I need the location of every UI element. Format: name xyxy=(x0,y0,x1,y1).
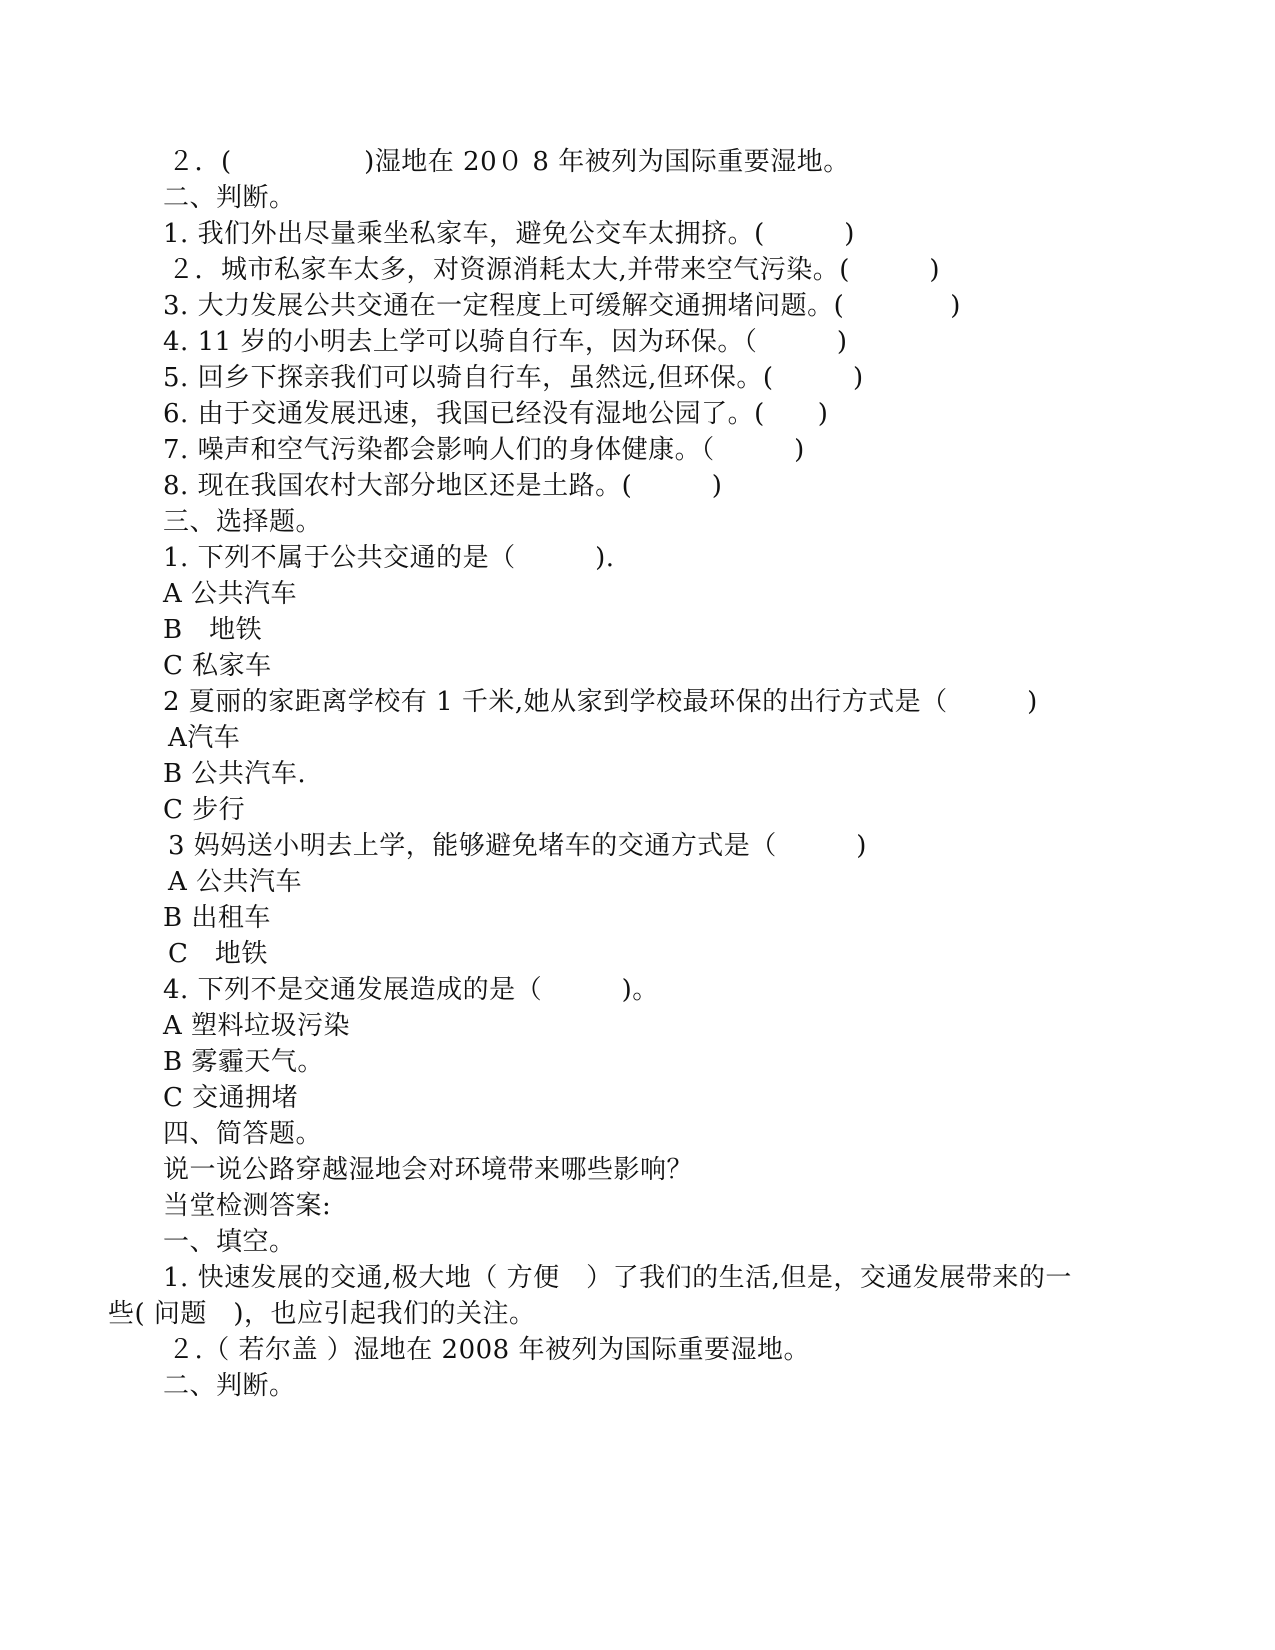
choice-option: B 雾霾天气。 xyxy=(163,1047,324,1077)
judge-item-5: 5. 回乡下探亲我们可以骑自行车，虽然远,但环保。( ) xyxy=(163,363,864,393)
choice-option: A 公共汽车 xyxy=(168,867,303,897)
choice-question-4: 4. 下列不是交通发展造成的是（ )。 xyxy=(163,975,659,1005)
answer-section-judge: 二、判断。 xyxy=(163,1371,296,1401)
judge-item-8: 8. 现在我国农村大部分地区还是土路。( ) xyxy=(163,471,723,501)
answer-fill-1-continued: 些( 问题 )，也应引起我们的关注。 xyxy=(108,1299,536,1329)
choice-option: B 公共汽车. xyxy=(163,759,307,789)
judge-item-6: 6. 由于交通发展迅速，我国已经没有湿地公园了。( ) xyxy=(163,399,829,429)
answer-fill-2: ２.（ 若尔盖 ）湿地在 2008 年被列为国际重要湿地。 xyxy=(168,1335,810,1365)
choice-option: A 塑料垃圾污染 xyxy=(163,1011,351,1041)
choice-option: C 步行 xyxy=(163,795,246,825)
judge-item-3: 3. 大力发展公共交通在一定程度上可缓解交通拥堵问题。( ) xyxy=(163,291,961,321)
answer-fill-1: 1. 快速发展的交通,极大地（ 方便 ）了我们的生活,但是，交通发展带来的一 xyxy=(163,1263,1072,1293)
judge-item-7: 7. 噪声和空气污染都会影响人们的身体健康。（ ) xyxy=(163,435,805,465)
choice-option: B 出租车 xyxy=(163,903,271,933)
choice-question-2: 2 夏丽的家距离学校有 1 千米,她从家到学校最环保的出行方式是（ ) xyxy=(163,687,1038,717)
choice-question-1: 1. 下列不属于公共交通的是（ ). xyxy=(163,543,615,573)
short-answer-question: 说一说公路穿越湿地会对环境带来哪些影响？ xyxy=(163,1155,694,1185)
choice-option: C 交通拥堵 xyxy=(163,1083,299,1113)
judge-item-4: 4. 11 岁的小明去上学可以骑自行车，因为环保。（ ) xyxy=(163,327,848,357)
choice-option: C 地铁 xyxy=(168,939,268,969)
judge-item-1: 1. 我们外出尽量乘坐私家车，避免公交车太拥挤。( ) xyxy=(163,219,855,249)
judge-item-2: ２．城市私家车太多，对资源消耗太大,并带来空气污染。( ) xyxy=(168,255,941,285)
choice-question-3: 3 妈妈送小明去上学，能够避免堵车的交通方式是（ ) xyxy=(168,831,867,861)
section-heading-short-answer: 四、简答题。 xyxy=(163,1119,323,1149)
choice-option: C 私家车 xyxy=(163,651,272,681)
section-heading-judge: 二、判断。 xyxy=(163,183,296,213)
section-heading-choice: 三、选择题。 xyxy=(163,507,323,537)
answer-key-heading: 当堂检测答案: xyxy=(163,1191,332,1221)
choice-option: A 公共汽车 xyxy=(163,579,298,609)
fill-blank-question-2: ２．( )湿地在 20０ 8 年被列为国际重要湿地。 xyxy=(168,147,850,177)
answer-section-fill: 一、填空。 xyxy=(163,1227,296,1257)
choice-option: B 地铁 xyxy=(163,615,263,645)
choice-option: A汽车 xyxy=(168,723,241,753)
